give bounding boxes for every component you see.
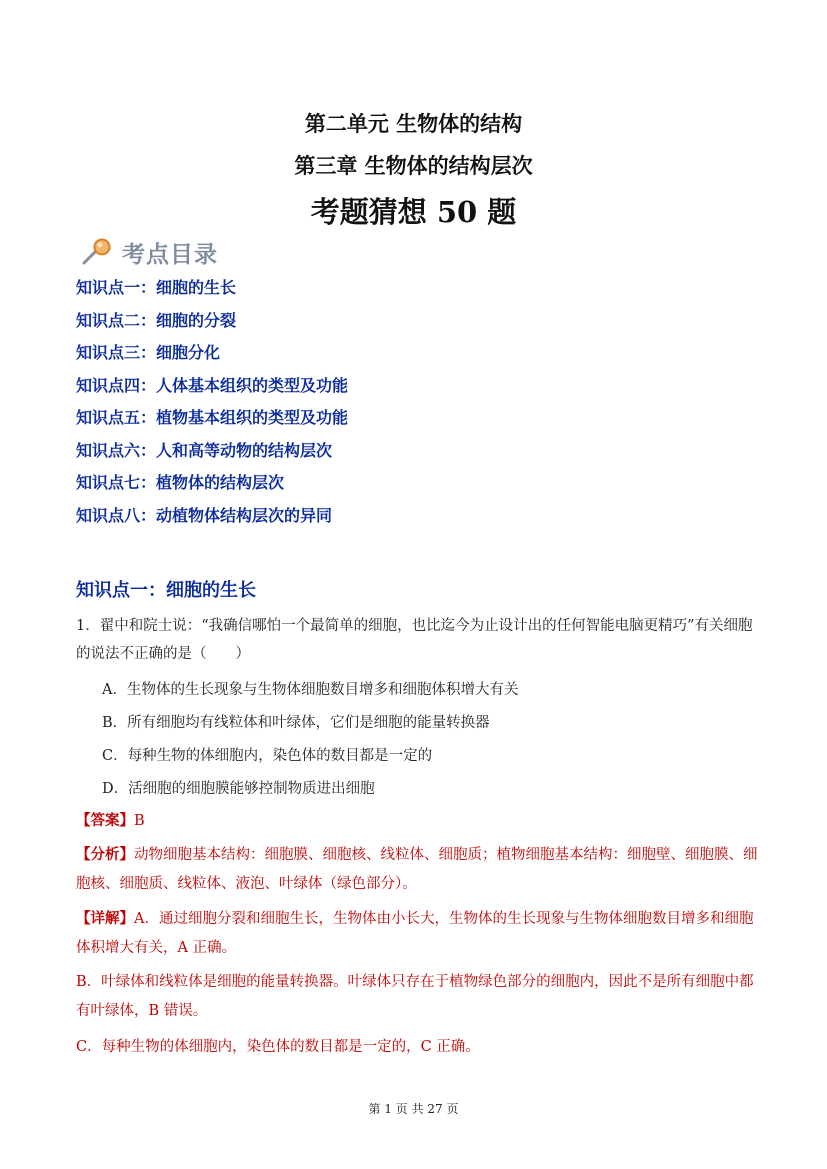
- analysis-tag: 【分析】: [76, 846, 134, 863]
- toc-item-4[interactable]: 知识点四：人体基本组织的类型及功能: [76, 375, 349, 395]
- analysis-paragraph: [76, 840, 766, 899]
- toc-item-5[interactable]: 知识点五：植物基本组织的类型及功能: [76, 408, 349, 427]
- section-heading: 知识点一：细胞的生长: [76, 580, 256, 601]
- option-b: B．所有细胞均有线粒体和叶绿体，它们是细胞的能量转换器: [102, 715, 490, 731]
- detail-paragraph-a: [76, 904, 766, 963]
- detail-paragraph-b: B．叶绿体和线粒体是细胞的能量转换器。叶绿体只存在于植物绿色部分的细胞内，因此不是所有细胞中都有叶绿体，B 错误。: [76, 974, 754, 1019]
- answer-value: B: [134, 813, 145, 829]
- toc-item-7[interactable]: 知识点七：植物体的结构层次: [76, 473, 285, 492]
- toc-header-label: 考点目录: [122, 241, 218, 268]
- detail-paragraph-c: C．每种生物的体细胞内，染色体的数目都是一定的，C 正确。: [76, 1039, 480, 1055]
- toc-item-8[interactable]: 知识点八：动植物体结构层次的异同: [76, 505, 333, 525]
- option-a: A．生物体的生长现象与生物体细胞数目增多和细胞体积增大有关: [102, 682, 519, 698]
- question-text: 1．翟中和院士说：“我确信哪怕一个最简单的细胞，也比迄今为止设计出的任何智能电脑更精巧”有关细胞的说法不正确的是（ ）: [76, 618, 753, 662]
- detail-a-text: A．通过细胞分裂和细胞生长，生物体由小长大，生物体的生长现象与生物体细胞数目增多和细胞体积增大有关，A 正确。: [76, 911, 754, 956]
- option-list: [102, 676, 518, 808]
- detail-tag: 【详解】: [76, 910, 134, 927]
- main-title: 考题猜想 50 题: [310, 195, 517, 229]
- option-d: D．活细胞的细胞膜能够控制物质进出细胞: [102, 781, 375, 797]
- unit-title: 第二单元 生物体的结构: [304, 111, 523, 136]
- chapter-title: 第三章 生物体的结构层次: [294, 153, 533, 178]
- analysis-text: 动物细胞基本结构：细胞膜、细胞核、线粒体、细胞质；植物细胞基本结构：细胞壁、细胞膜、细胞核、细胞质、线粒体、液泡、叶绿体（绿色部分）。: [76, 847, 758, 892]
- page-footer: 第 1 页 共 27 页: [368, 1102, 459, 1116]
- toc-item-2[interactable]: 知识点二：细胞的分裂: [76, 310, 237, 330]
- answer-line: [76, 806, 766, 836]
- toc-item-3[interactable]: 知识点三：细胞分化: [76, 343, 221, 362]
- answer-tag: 【答案】: [76, 812, 134, 829]
- toc-header: [80, 234, 218, 270]
- magnifier-icon: [80, 237, 116, 267]
- option-c: C．每种生物的体细胞内，染色体的数目都是一定的: [102, 748, 433, 764]
- toc-item-1[interactable]: 知识点一：细胞的生长: [76, 278, 237, 297]
- toc-item-6[interactable]: 知识点六：人和高等动物的结构层次: [76, 440, 333, 460]
- toc-list: [76, 276, 348, 536]
